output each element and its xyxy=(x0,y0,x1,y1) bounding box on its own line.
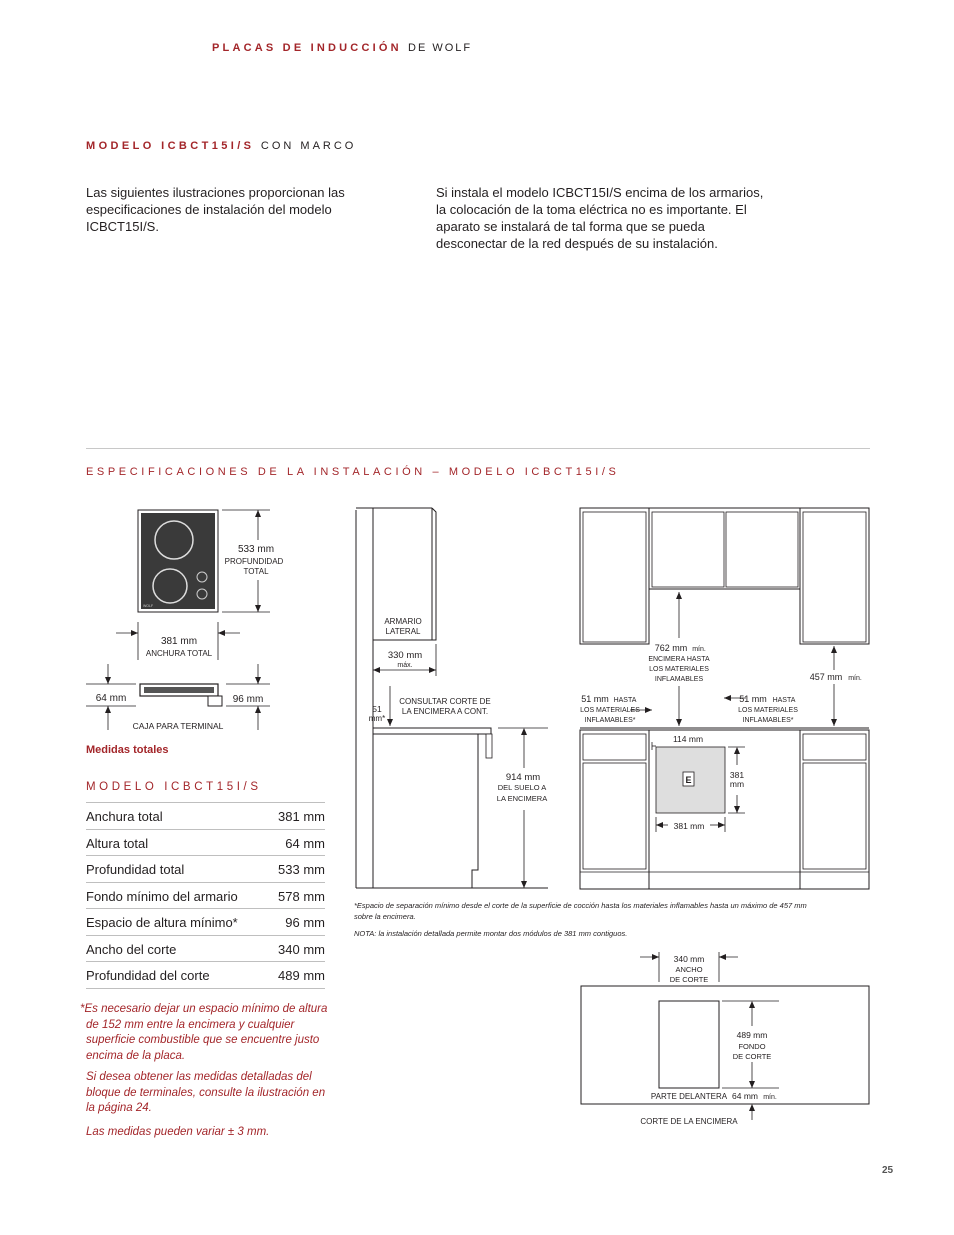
spec-title: ESPECIFICACIONES DE LA INSTALACIÓN – MODELO ICBCT15I/S xyxy=(86,466,620,478)
d340-label-2: DE CORTE xyxy=(669,975,709,984)
footnote-2: sobre la encimera. xyxy=(354,912,416,921)
divider xyxy=(86,448,870,449)
d330-max: máx. xyxy=(397,662,413,669)
row-value: 340 mm xyxy=(278,941,325,957)
depth-label-2: TOTAL xyxy=(243,567,269,576)
d381h-value: 381 mm xyxy=(673,821,705,831)
cut-note-1: CONSULTAR CORTE DE xyxy=(399,697,491,706)
cutout-figure xyxy=(572,940,872,1130)
width-label: ANCHURA TOTAL xyxy=(145,649,213,658)
d457-min: mín. xyxy=(848,675,862,682)
table-row xyxy=(86,830,325,857)
d51l-value: 51 mm xyxy=(581,694,609,704)
d762-label-1: ENCIMERA HASTA xyxy=(648,656,710,663)
d51-value: 51 xyxy=(372,704,382,714)
width-value: 381 mm xyxy=(160,636,198,647)
row-value: 489 mm xyxy=(278,968,325,983)
depth-value: 533 mm xyxy=(237,544,275,555)
cut-note-2: LA ENCIMERA A CONT. xyxy=(401,707,489,716)
d914-value: 914 mm xyxy=(505,772,541,783)
d51r-label-2: INFLAMABLES* xyxy=(742,717,794,724)
footnote-1: *Espacio de separación mínimo desde el corte de la superficie de cocción hasta los materiales inflamables hasta un máximo de 457 mm xyxy=(354,901,807,910)
d51l-label-1: LOS MATERIALES xyxy=(580,707,640,714)
d64-min: mín. xyxy=(763,1094,777,1101)
row-label: Profundidad total xyxy=(86,862,185,877)
intro-left: Las siguientes ilustraciones proporcionan las especificaciones de instalación del modelo ICBCT15I/S. xyxy=(86,185,345,234)
d489-label-1: FONDO xyxy=(738,1042,766,1051)
front-elevation-figure xyxy=(572,500,872,895)
side-section-figure xyxy=(350,500,560,895)
outlet-e: E xyxy=(685,775,692,785)
d381v-value: 381 xyxy=(729,770,745,780)
cooktop-logo: WOLF xyxy=(143,604,154,608)
section-title xyxy=(86,140,356,152)
row-label: Profundidad del corte xyxy=(86,968,210,983)
header-suffix: DE WOLF xyxy=(408,42,473,54)
d114-value: 114 mm xyxy=(672,734,704,744)
row-value: 381 mm xyxy=(278,809,325,824)
d340-label-1: ANCHO xyxy=(675,965,703,974)
d489-value: 489 mm xyxy=(736,1030,768,1040)
space-value: 96 mm xyxy=(232,694,264,705)
page-number: 25 xyxy=(882,1165,894,1176)
row-label: Altura total xyxy=(86,835,149,851)
table-title: MODELO ICBCT15I/S xyxy=(86,781,262,793)
overall-dimensions-figure xyxy=(86,500,336,735)
d51r-label-1: LOS MATERIALES xyxy=(738,707,798,714)
row-value: 578 mm xyxy=(278,888,325,904)
page-header xyxy=(212,42,472,54)
d762-value: 762 mm xyxy=(654,643,688,653)
row-value: 64 mm xyxy=(285,835,325,851)
intro-right: Si instala el modelo ICBCT15I/S encima de los armarios, la colocación de la toma eléctrica no es importante. El aparato se instalará de tal forma que se pueda desconectar de la red después de su instalación. xyxy=(436,185,764,251)
table-row xyxy=(86,909,325,936)
d330-value: 330 mm xyxy=(387,650,423,661)
d51-unit: mm* xyxy=(368,714,386,723)
overall-caption: Medidas totales xyxy=(86,744,169,756)
d762-min: mín. xyxy=(692,646,706,653)
row-label: Fondo mínimo del armario xyxy=(86,888,238,904)
d762-label-3: INFLAMABLES xyxy=(654,676,704,683)
side-cabinet-label-1: ARMARIO xyxy=(384,617,422,626)
d51l-label-2: INFLAMABLES* xyxy=(584,717,636,724)
footnote-block xyxy=(354,900,894,939)
table-row xyxy=(86,962,325,989)
side-cabinet-label-2: LATERAL xyxy=(385,627,421,636)
d381v-unit: mm xyxy=(729,779,745,789)
table-row xyxy=(86,883,325,910)
footnote-note: NOTA: la instalación detallada permite montar dos módulos de 381 mm contiguos. xyxy=(354,929,628,938)
d340-value: 340 mm xyxy=(673,954,705,964)
d762-label-2: LOS MATERIALES xyxy=(649,666,709,673)
height-value: 64 mm xyxy=(95,693,127,704)
row-label: Anchura total xyxy=(86,809,163,824)
row-value: 96 mm xyxy=(285,915,325,930)
note-terminal: Si desea obtener las medidas detalladas del bloque de terminales, consulte la ilustración en la página 24. xyxy=(86,1071,326,1114)
row-value: 533 mm xyxy=(278,862,325,877)
front-label: PARTE DELANTERA xyxy=(650,1092,728,1101)
note-tolerance: Las medidas pueden variar ± 3 mm. xyxy=(86,1126,270,1138)
d914-label-2: LA ENCIMERA xyxy=(496,794,548,803)
section-model: MODELO ICBCT15I/S xyxy=(86,140,255,152)
depth-label-1: PROFUNDIDAD xyxy=(224,557,284,566)
table-row xyxy=(86,803,325,830)
d489-label-2: DE CORTE xyxy=(732,1052,772,1061)
table-row xyxy=(86,856,325,883)
d51r-hasta: HASTA xyxy=(772,697,796,704)
dimensions-table xyxy=(86,802,325,989)
terminal-label: CAJA PARA TERMINAL xyxy=(132,721,224,731)
note-clearance: *Es necesario dejar un espacio mínimo de altura de 152 mm entre la encimera y cualquier superficie combustible que se encuentre justo encima de la placa. xyxy=(80,1003,328,1062)
header-prefix: PLACAS DE INDUCCIÓN xyxy=(212,42,402,54)
d914-label-1: DEL SUELO A xyxy=(497,783,547,792)
cutout-label: CORTE DE LA ENCIMERA xyxy=(640,1117,738,1126)
section-model-rest: CON MARCO xyxy=(260,140,357,152)
d64-value: 64 mm xyxy=(732,1091,758,1101)
row-label: Ancho del corte xyxy=(86,941,177,957)
table-row xyxy=(86,936,325,963)
d457-value: 457 mm xyxy=(809,672,843,682)
row-label: Espacio de altura mínimo* xyxy=(86,915,238,930)
d51r-value: 51 mm xyxy=(739,694,767,704)
d51l-hasta: HASTA xyxy=(613,697,637,704)
